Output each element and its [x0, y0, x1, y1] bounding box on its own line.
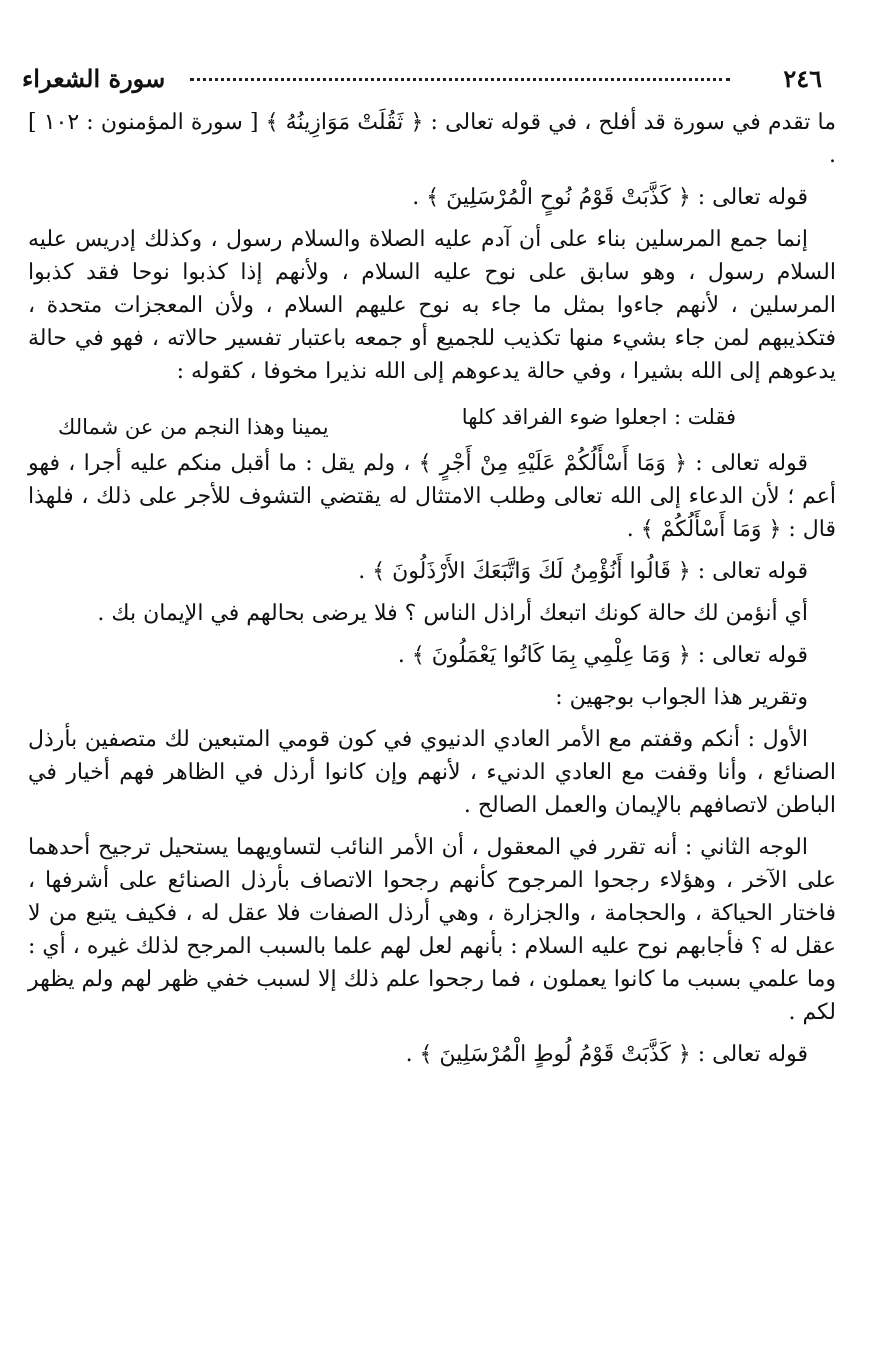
paragraph: وتقرير هذا الجواب بوجهين :: [555, 685, 808, 710]
page-number: ٢٤٦: [783, 64, 822, 93]
poem-first-hemistich: فقلت : اجعلوا ضوء الفراقد كلها: [461, 405, 736, 429]
paragraph: إنما جمع المرسلين بناء على أن آدم عليه الصلاة والسلام رسول ، وكذلك إدريس عليه السلام رسول ، وهو سابق على نوح عليه السلام ، ولأنهم إذا كذبوا نوحا فقد كذبوا المرسلين ، لأنهم جاءوا بمثل ما جاء به نوح عليهم السلام ، ولأن المعجزات متحدة ، فتكذيبهم لمن جاء بشيء منها تكذيب للجميع أو جمعه باعتبار تفسير حالاته ، فهو في حالة يدعوهم إلى الله بشيرا ، وفي حالة يدعوهم إلى الله نذيرا مخوفا ، كقوله :: [28, 227, 836, 384]
verse-heading: قوله تعالى : ﴿ كَذَّبَتْ قَوْمُ نُوحٍ الْمُرْسَلِينَ ﴾ .: [412, 185, 808, 210]
paragraph-continuation: ما تقدم في سورة قد أفلح ، في قوله تعالى : ﴿ ثَقُلَتْ مَوَازِينُهُ ﴾ [ سورة المؤمنون : ١٠٢ ] .: [28, 110, 836, 168]
page-header: [22, 64, 822, 104]
surah-title: سورة الشعراء: [22, 64, 166, 93]
paragraph: الأول : أنكم وقفتم مع الأمر العادي الدنيوي في كون قومي المتبعين لك متصفين بأرذل الصنائع ، وأنا وقفت مع العادي الدنيء ، لأنهم وإن كانوا أرذل في الظاهر فهم أخيار في الباطن لاتصافهم بالإيمان والعمل الصالح .: [28, 727, 836, 818]
verse-heading: قوله تعالى : ﴿ قَالُوا أَنُؤْمِنُ لَكَ وَاتَّبَعَكَ الأَرْذَلُونَ ﴾ .: [358, 559, 808, 584]
verse-heading: قوله تعالى : ﴿ وَمَا عِلْمِي بِمَا كَانُوا يَعْمَلُونَ ﴾ .: [397, 643, 808, 668]
page-body: [28, 106, 836, 1080]
paragraph: أي أنؤمن لك حالة كونك اتبعك أراذل الناس ؟ فلا يرضى بحالهم في الإيمان بك .: [97, 601, 808, 626]
paragraph: قوله تعالى : ﴿ وَمَا أَسْأَلُكُمْ عَلَيْهِ مِنْ أَجْرٍ ﴾ ، ولم يقل : ما أقبل منكم عليه أجرا ، فهو أعم ؛ لأن الدعاء إلى الله تعالى وطلب الامتثال له يقتضي التشوف للأجر على ذلك ، فلهذا قال : ﴿ وَمَا أَسْأَلُكُمْ ﴾ .: [28, 451, 836, 542]
verse-heading: قوله تعالى : ﴿ كَذَّبَتْ قَوْمُ لُوطٍ الْمُرْسَلِينَ ﴾ .: [405, 1042, 808, 1067]
header-dotted-rule: [190, 78, 730, 81]
poem-second-hemistich: يمينا وهذا النجم من عن شمالك: [58, 415, 329, 439]
poem-verse: [28, 397, 836, 437]
paragraph: الوجه الثاني : أنه تقرر في المعقول ، أن الأمر النائب لتساويهما يستحيل ترجيح أحدهما على الآخر ، وهؤلاء رجحوا المرجوح كأنهم رجحوا الاتصاف بأرذل الصنائع على أشرفها ، فاختار الحياكة ، والحجامة ، والجزارة ، وهي أرذل الصفات فلا عقل له ، فكيف يتبع من لا عقل له ؟ فأجابهم نوح عليه السلام : بأنهم لعل لهم علما بالسبب المرجح لذلك غيره ، أي : وما علمي بسبب ما كانوا يعملون ، فما رجحوا علم ذلك إلا لسبب خفي ظهر لهم ولم يظهر لكم .: [28, 835, 836, 1025]
